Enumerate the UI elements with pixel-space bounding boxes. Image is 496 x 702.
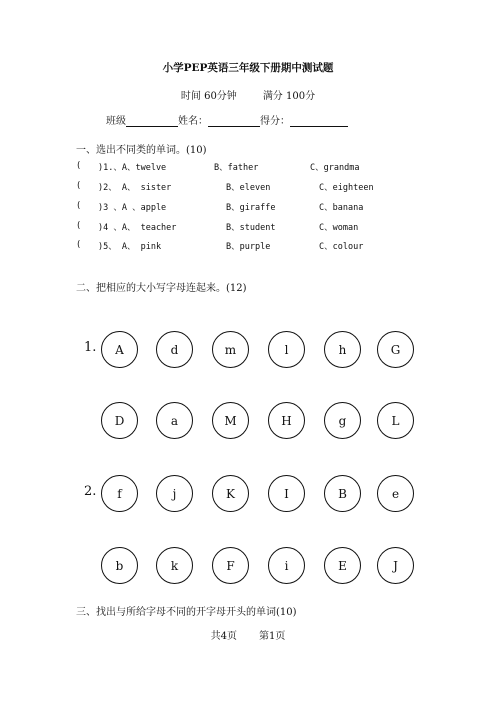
class-label: 班级 xyxy=(106,116,126,127)
question-option-b: B、eleven xyxy=(226,183,271,193)
page-title: 小学PEP英语三年级下册期中测试题 xyxy=(162,62,334,74)
letter-circle[interactable]: g xyxy=(324,402,361,439)
section1-heading: 一、选出不同类的单词。(10) xyxy=(76,145,207,156)
question-option-c: C、colour xyxy=(319,242,364,252)
points-blank[interactable] xyxy=(290,116,348,127)
letter-circle[interactable]: d xyxy=(156,331,193,368)
letter-circle[interactable]: h xyxy=(324,331,361,368)
question-option-b: B、purple xyxy=(226,242,271,252)
question-paren: ( xyxy=(76,240,82,250)
section3-heading: 三、找出与所给字母不同的开字母开头的单词(10) xyxy=(76,607,297,618)
question-paren: ( xyxy=(76,181,82,191)
exam-meta xyxy=(0,87,496,102)
letter-circle[interactable]: L xyxy=(377,402,414,439)
question-option-c: C、grandma xyxy=(310,163,360,173)
question-option-c: C、woman xyxy=(319,223,359,233)
letter-circle[interactable]: E xyxy=(324,547,361,584)
letter-circle[interactable]: G xyxy=(377,331,414,368)
letter-circle[interactable]: I xyxy=(268,475,305,512)
exam-time: 时间 60分钟 xyxy=(180,91,237,102)
letter-circle[interactable]: l xyxy=(268,331,305,368)
group2-label: 2. xyxy=(84,484,97,499)
question-option-b: B、father xyxy=(214,163,259,173)
points-label: 得分： xyxy=(260,116,290,127)
name-label: 姓名： xyxy=(178,116,208,127)
question-paren: ( xyxy=(76,221,82,231)
letter-circle[interactable]: M xyxy=(212,402,249,439)
letter-circle[interactable]: H xyxy=(268,402,305,439)
letter-circle[interactable]: f xyxy=(101,475,138,512)
letter-circle[interactable]: K xyxy=(212,475,249,512)
section2-heading: 二、把相应的大小写字母连起来。(12) xyxy=(76,283,247,294)
student-info-fields xyxy=(106,112,348,127)
exam-score: 满分 100分 xyxy=(262,91,316,102)
letter-circle[interactable]: k xyxy=(156,547,193,584)
class-blank[interactable] xyxy=(126,116,178,127)
current-page: 第1页 xyxy=(259,631,286,642)
letter-circle[interactable]: D xyxy=(101,402,138,439)
question-option-a: )2、 A、 sister xyxy=(98,183,172,193)
question-option-b: B、student xyxy=(226,223,276,233)
letter-circle[interactable]: J xyxy=(377,547,414,584)
page-footer xyxy=(0,627,496,642)
letter-circle[interactable]: a xyxy=(156,402,193,439)
question-option-a: )5、 A、 pink xyxy=(98,242,162,252)
name-blank[interactable] xyxy=(208,116,260,127)
letter-circle[interactable]: i xyxy=(268,547,305,584)
letter-circle[interactable]: e xyxy=(377,475,414,512)
question-option-a: )3 、A 、apple xyxy=(98,203,167,213)
question-option-c: C、banana xyxy=(319,203,364,213)
total-pages: 共4页 xyxy=(210,631,237,642)
letter-circle[interactable]: j xyxy=(156,475,193,512)
letter-circle[interactable]: B xyxy=(324,475,361,512)
question-option-a: )4 、A、 teacher xyxy=(98,223,177,233)
question-paren: ( xyxy=(76,161,82,171)
letter-circle[interactable]: m xyxy=(212,331,249,368)
question-option-c: C、eighteen xyxy=(319,183,374,193)
group1-label: 1. xyxy=(84,340,97,355)
question-paren: ( xyxy=(76,201,82,211)
letter-circle[interactable]: b xyxy=(101,547,138,584)
question-option-a: )1.、A、twelve xyxy=(98,163,167,173)
letter-circle[interactable]: F xyxy=(212,547,249,584)
letter-circle[interactable]: A xyxy=(101,331,138,368)
question-option-b: B、giraffe xyxy=(226,203,276,213)
